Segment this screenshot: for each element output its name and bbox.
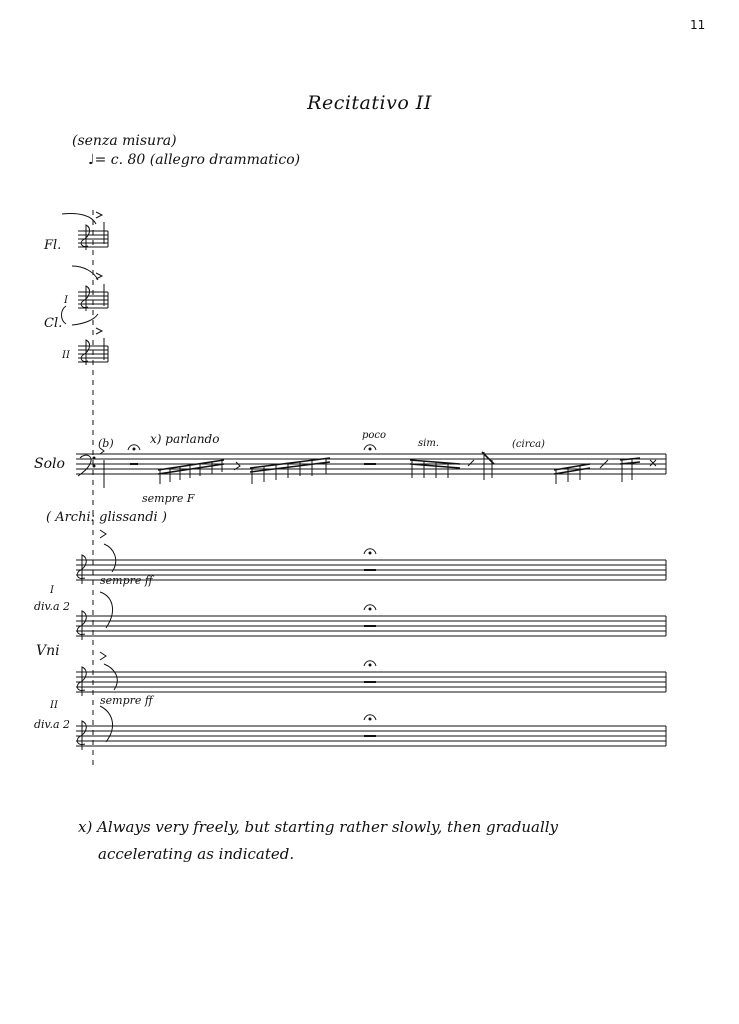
- violins-2-sempre-ff: sempre ff: [100, 694, 153, 707]
- solo-group-2: [250, 458, 330, 484]
- solo-circa: (circa): [512, 439, 545, 450]
- tempo-senza-misura: (senza misura): [72, 133, 177, 149]
- instrument-label-violins: Vni: [36, 643, 60, 659]
- instrument-label-clarinet: Cl.: [44, 316, 63, 331]
- solo-b-paren: (b): [98, 437, 114, 450]
- instrument-label-solo: Solo: [34, 456, 65, 472]
- instrument-label-clarinet-2: II: [62, 350, 70, 361]
- instrument-label-flute: Fl.: [44, 238, 62, 253]
- treble-clef-icon: [81, 225, 89, 250]
- clarinet-brace: [72, 266, 98, 280]
- flute-note-accent: [96, 212, 102, 218]
- instrument-label-violins-2: II: [50, 700, 58, 711]
- instrument-label-div-1: div.a 2: [34, 600, 71, 613]
- solo-group-4: [482, 452, 494, 480]
- movement-title: Recitativo II: [307, 92, 432, 114]
- footnote-line-2: accelerating as indicated.: [98, 845, 295, 863]
- solo-parlando: x) parlando: [150, 432, 220, 446]
- instrument-label-clarinet-1: I: [64, 295, 68, 306]
- solo-sim: sim.: [418, 438, 439, 449]
- solo-poco: poco: [362, 430, 387, 441]
- footnote-line-1: x) Always very freely, but starting rather slowly, then gradually: [78, 818, 559, 836]
- violins-1-sempre-ff: sempre ff: [100, 574, 153, 587]
- instrument-label-div-2: div.a 2: [34, 718, 71, 731]
- solo-sempre-f: sempre F: [142, 492, 195, 505]
- bass-clef-icon: [78, 455, 91, 476]
- page-number: 11: [690, 18, 706, 32]
- strings-glissandi-label: ( Archi: glissandi ): [46, 510, 167, 525]
- solo-group-6: [620, 458, 640, 482]
- flute-bracket: [62, 213, 96, 224]
- tempo-metronome-mark: ♩= c. 80 (allegro drammatico): [88, 152, 301, 168]
- instrument-label-violins-1: I: [50, 585, 54, 596]
